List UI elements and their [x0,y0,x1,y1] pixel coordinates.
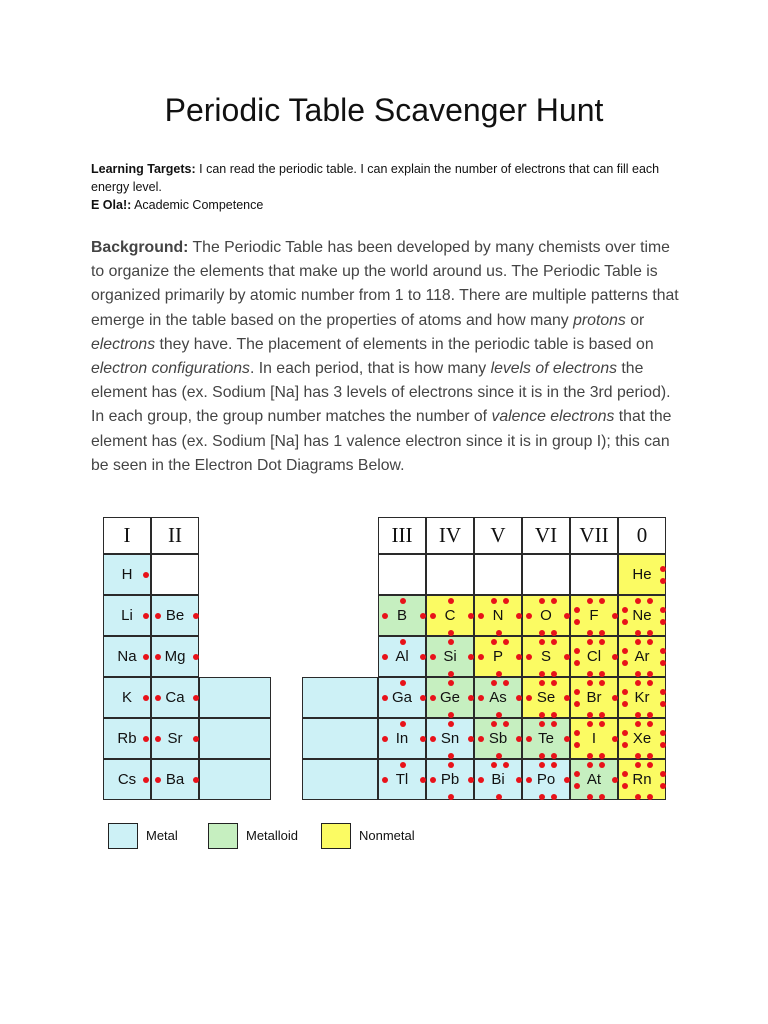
group-header-i: I [103,517,151,554]
electron-dot [635,598,641,604]
element-symbol: He [632,566,652,583]
element-cell-tl [378,759,426,800]
electron-dot [660,742,666,748]
learning-targets-text: I can read the periodic table. I can explain the number of electrons that can fill each energy level. [91,162,660,194]
background-paragraph [91,236,681,478]
element-cell-xe [618,718,666,759]
electron-dot [622,783,628,789]
background-text-part: they have. The placement of elements in the periodic table is based on [155,335,654,353]
element-symbol: Sn [440,730,460,747]
element-symbol: Rn [632,771,652,788]
element-symbol: Na [117,648,137,665]
electron-dot [599,794,605,800]
element-cell-sr [151,718,199,759]
electron-dot [478,736,484,742]
element-cell-h [103,554,151,595]
element-cell-se [522,677,570,718]
electron-dot [574,619,580,625]
element-symbol: Tl [395,771,409,788]
electron-dot [574,742,580,748]
element-cell-i [570,718,618,759]
electron-dot [587,639,593,645]
group-header-0: 0 [618,517,666,554]
element-symbol: In [395,730,409,747]
electron-dot [448,721,454,727]
electron-dot [574,783,580,789]
element-symbol: Rb [117,730,137,747]
page-title: Periodic Table Scavenger Hunt [164,92,604,128]
electron-dot [551,598,557,604]
electron-dot [647,598,653,604]
electron-dot [622,730,628,736]
empty-cell [522,554,570,595]
electron-dot [622,607,628,613]
electron-dot [647,794,653,800]
background-text-part: . In each period, that is how many [249,360,491,378]
empty-cell [378,554,426,595]
electron-dot [574,771,580,777]
element-cell-o [522,595,570,636]
element-cell-br [570,677,618,718]
electron-dot [622,771,628,777]
element-cell-ca [151,677,199,718]
element-symbol: Be [165,607,185,624]
electron-dot [526,695,532,701]
element-cell-pb [426,759,474,800]
element-symbol: Mg [164,648,186,665]
legend-label-metal: Metal [146,828,178,843]
element-symbol: Te [538,730,554,747]
electron-dot [539,721,545,727]
electron-dot [622,742,628,748]
transition-metal-cell [302,677,378,718]
electron-dot [574,689,580,695]
background-text [91,239,679,474]
electron-dot [574,730,580,736]
electron-dot [155,695,161,701]
group-header-iv: IV [426,517,474,554]
empty-cell [570,554,618,595]
electron-dot [622,619,628,625]
electron-dot [551,762,557,768]
transition-metal-cell [199,759,271,800]
element-cell-at [570,759,618,800]
electron-dot [551,721,557,727]
legend-swatch-metal [108,823,138,849]
electron-dot [143,736,149,742]
electron-dot [478,613,484,619]
electron-dot [587,598,593,604]
electron-dot [539,762,545,768]
electron-dot [539,680,545,686]
element-cell-rn [618,759,666,800]
electron-dot [193,777,199,783]
electron-dot [599,639,605,645]
meta-block [91,160,681,214]
electron-dot [430,777,436,783]
background-term: electrons [91,335,156,353]
element-cell-mg [151,636,199,677]
electron-dot [496,794,502,800]
element-cell-si [426,636,474,677]
element-symbol: As [489,689,507,706]
electron-dot [400,762,406,768]
electron-dot [526,736,532,742]
electron-dot [574,660,580,666]
element-symbol: I [591,730,597,747]
element-cell-kr [618,677,666,718]
element-cell-al [378,636,426,677]
element-symbol: S [540,648,551,665]
electron-dot [193,613,199,619]
element-cell-na [103,636,151,677]
element-cell-cl [570,636,618,677]
electron-dot [551,794,557,800]
electron-dot [660,619,666,625]
electron-dot [143,613,149,619]
transition-metal-cell [199,718,271,759]
electron-dot [635,721,641,727]
electron-dot [382,654,388,660]
electron-dot [478,654,484,660]
electron-dot [448,794,454,800]
electron-dot [587,794,593,800]
electron-dot [430,736,436,742]
electron-dot [660,578,666,584]
electron-dot [503,598,509,604]
transition-metal-cell [199,677,271,718]
electron-dot [660,783,666,789]
element-cell-sb [474,718,522,759]
group-header-vi: VI [522,517,570,554]
electron-dot [587,721,593,727]
electron-dot [526,613,532,619]
electron-dot [193,736,199,742]
learning-targets-label: Learning Targets: [91,162,196,176]
empty-cell [474,554,522,595]
element-cell-ba [151,759,199,800]
electron-dot [526,654,532,660]
element-cell-li [103,595,151,636]
element-symbol: Li [121,607,133,624]
electron-dot [503,639,509,645]
electron-dot [635,794,641,800]
electron-dot [574,648,580,654]
electron-dot [382,736,388,742]
learning-targets [91,160,681,196]
electron-dot [539,794,545,800]
element-symbol: P [492,648,503,665]
electron-dot [622,701,628,707]
background-term: protons [573,311,626,329]
element-symbol: Br [586,689,602,706]
element-cell-f [570,595,618,636]
group-header-iii: III [378,517,426,554]
electron-dot [400,721,406,727]
element-symbol: Ca [165,689,185,706]
electron-dot [193,695,199,701]
electron-dot [503,762,509,768]
electron-dot [539,639,545,645]
electron-dot [491,762,497,768]
element-cell-ne [618,595,666,636]
electron-dot [143,695,149,701]
electron-dot [574,607,580,613]
element-cell-po [522,759,570,800]
electron-dot [382,777,388,783]
element-symbol: Kr [634,689,650,706]
element-cell-be [151,595,199,636]
element-symbol: At [586,771,602,788]
electron-dot [622,660,628,666]
electron-dot [382,695,388,701]
electron-dot [660,689,666,695]
element-symbol: K [121,689,132,706]
element-cell-sn [426,718,474,759]
e-ola [91,196,681,214]
group-header-v: V [474,517,522,554]
electron-dot [587,762,593,768]
element-symbol: F [589,607,599,624]
element-symbol: Ge [439,689,460,706]
electron-dot [587,680,593,686]
electron-dot [155,736,161,742]
element-cell-bi [474,759,522,800]
element-symbol: Al [395,648,409,665]
legend-swatch-metalloid [208,823,238,849]
electron-dot [660,566,666,572]
electron-dot [660,701,666,707]
element-symbol: Ba [165,771,185,788]
element-cell-cs [103,759,151,800]
element-cell-b [378,595,426,636]
element-cell-he [618,554,666,595]
electron-dot [622,648,628,654]
element-symbol: C [444,607,456,624]
empty-cell [426,554,474,595]
electron-dot [478,777,484,783]
element-symbol: Si [443,648,457,665]
electron-dot [647,680,653,686]
electron-dot [599,762,605,768]
group-header-vii: VII [570,517,618,554]
element-symbol: Ne [632,607,652,624]
electron-dot [448,762,454,768]
element-symbol: B [396,607,407,624]
e-ola-label: E Ola!: [91,198,132,212]
electron-dot [647,721,653,727]
element-symbol: Po [536,771,556,788]
electron-dot [143,572,149,578]
electron-dot [660,771,666,777]
electron-dot [448,680,454,686]
electron-dot [635,762,641,768]
legend-label-metalloid: Metalloid [246,828,299,843]
element-symbol: Se [536,689,556,706]
background-text-part: the element has (ex. Sodium [Na] has 3 levels of electrons since it is in the 3rd period). In each group, the group number matches the number of [91,360,671,426]
electron-dot [155,613,161,619]
legend [108,821,468,853]
background-label: Background: [91,239,189,256]
electron-dot [448,598,454,604]
element-symbol: Pb [440,771,460,788]
element-cell-s [522,636,570,677]
electron-dot [155,654,161,660]
element-cell-rb [103,718,151,759]
group-header-ii: II [151,517,199,554]
element-symbol: Xe [632,730,652,747]
electron-dot [660,730,666,736]
electron-dot [635,680,641,686]
electron-dot [448,639,454,645]
electron-dot [503,680,509,686]
electron-dot [647,762,653,768]
electron-dot [491,680,497,686]
empty-cell [151,554,199,595]
electron-dot [503,721,509,727]
legend-swatch-nonmetal [321,823,351,849]
element-cell-ga [378,677,426,718]
element-cell-ar [618,636,666,677]
electron-dot [660,660,666,666]
electron-dot [635,639,641,645]
electron-dot [491,721,497,727]
element-symbol: Cl [586,648,602,665]
electron-dot [155,777,161,783]
electron-dot [574,701,580,707]
element-cell-te [522,718,570,759]
element-symbol: Sb [488,730,508,747]
electron-dot [430,695,436,701]
background-text-part: or [625,311,645,329]
legend-label-nonmetal: Nonmetal [359,828,415,843]
electron-dot [400,680,406,686]
electron-dot [647,639,653,645]
periodic-table-diagram [103,517,668,801]
electron-dot [382,613,388,619]
element-symbol: Sr [167,730,183,747]
element-cell-c [426,595,474,636]
element-symbol: Ga [391,689,412,706]
electron-dot [400,639,406,645]
electron-dot [599,598,605,604]
electron-dot [539,598,545,604]
element-cell-k [103,677,151,718]
electron-dot [430,654,436,660]
electron-dot [193,654,199,660]
electron-dot [143,777,149,783]
background-term: valence electrons [491,408,615,426]
element-symbol: Cs [117,771,137,788]
electron-dot [491,639,497,645]
element-symbol: O [540,607,552,624]
transition-metal-cell [302,718,378,759]
background-term: levels of electrons [490,360,617,378]
background-term: electron configurations [91,360,250,378]
element-symbol: Ar [634,648,650,665]
e-ola-text: Academic Competence [131,198,264,212]
background-text-part: The Periodic Table has been developed by many chemists over time to organize the elements that make up the world around us. The Periodic Table is organized primarily by atomic number from 1 to 118. There are multiple patterns that emerge in the table based on the properties of atoms and how many [91,239,679,329]
element-symbol: Bi [491,771,505,788]
element-cell-n [474,595,522,636]
element-cell-ge [426,677,474,718]
element-cell-in [378,718,426,759]
electron-dot [478,695,484,701]
electron-dot [143,654,149,660]
element-cell-as [474,677,522,718]
transition-metal-cell [302,759,378,800]
electron-dot [400,598,406,604]
electron-dot [551,639,557,645]
element-cell-p [474,636,522,677]
electron-dot [599,680,605,686]
background-text-part: that the element has (ex. Sodium [Na] has 1 valence electron since it is in group I); this can be seen in the Electron Dot Diagrams Below. [91,408,672,474]
electron-dot [551,680,557,686]
electron-dot [599,721,605,727]
electron-dot [622,689,628,695]
electron-dot [430,613,436,619]
element-symbol: H [121,566,133,583]
element-symbol: N [492,607,504,624]
electron-dot [660,648,666,654]
electron-dot [660,607,666,613]
electron-dot [491,598,497,604]
electron-dot [526,777,532,783]
